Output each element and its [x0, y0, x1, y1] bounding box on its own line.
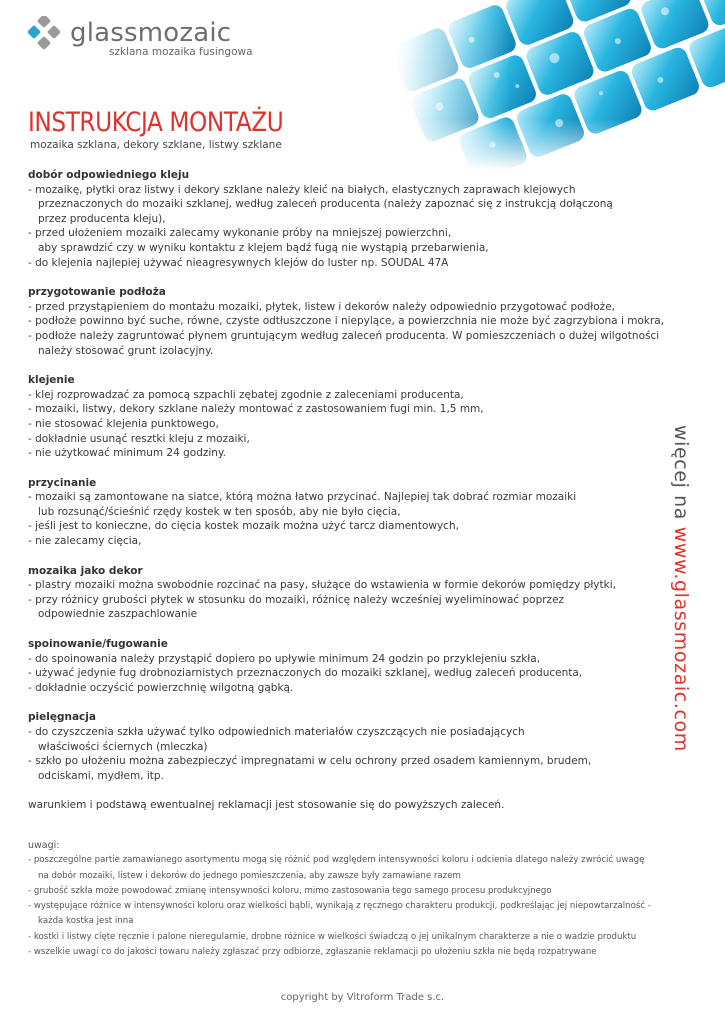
section-heading: pielęgnacja: [28, 711, 96, 724]
note-line: - poszczególne partie zamawianego asortymentu mogą się różnić pod względem intensywności koloru i odcienia dlatego należy zwrócić uwagę: [28, 855, 645, 866]
notes-block: [28, 838, 678, 960]
logo-wordmark: glassmozaic: [70, 18, 232, 48]
section-heading: spoinowanie/fugowanie: [28, 638, 168, 651]
section-line: odciskami, mydłem, itp.: [38, 769, 164, 782]
note-line: każda kostka jest inna: [38, 916, 134, 927]
section-care: [28, 710, 653, 783]
closing-statement: warunkiem i podstawą ewentualnej reklamacji jest stosowanie się do powyższych zaleceń.: [28, 799, 505, 812]
section-line: przez producenta kleju),: [38, 212, 166, 225]
section-heading: klejenie: [28, 374, 75, 387]
note-line: na dobór mozaiki, listew i dekorów do jednego pomieszczenia, aby zawsze były zamawiane razem: [38, 870, 461, 881]
section-line: - przed przystąpieniem do montażu mozaiki, płytek, listew i dekorów należy odpowiednio przygotować podłoże,: [28, 300, 615, 313]
section-grouting: [28, 637, 653, 695]
section-line: - nie użytkować minimum 24 godziny.: [28, 447, 227, 460]
section-heading: przycinanie: [28, 476, 97, 489]
section-heading: mozaika jako dekor: [28, 564, 143, 577]
section-line: - do klejenia najlepiej używać nieagresywnych klejów do luster np. SOUDAL 47A: [28, 256, 449, 269]
section-line: przeznaczonych do mozaiki szklanej, według zaleceń producenta (należy zapoznać się z instrukcją dołączoną: [38, 198, 613, 211]
section-line: właściwości ściernych (mleczka): [38, 740, 208, 753]
section-heading: przygotowanie podłoża: [28, 286, 166, 299]
logo: [28, 16, 288, 61]
website-domain[interactable]: www.glassmozaic.com: [670, 526, 692, 752]
note-line: - wszelkie uwagi co do jakości towaru należy zgłaszać przy odbiorze, zgłaszanie reklamacji po ułożeniu szkła nie będą rozpatrywane: [28, 947, 597, 958]
section-decor: [28, 564, 653, 622]
website-link[interactable]: [670, 425, 692, 752]
copyright: copyright by Vitroform Trade s.c.: [280, 992, 445, 1003]
section-gluing: [28, 373, 653, 461]
section-heading: dobór odpowiedniego kleju: [28, 169, 190, 181]
section-line: - dokładnie oczyścić powierzchnię wilgotną gąbką.: [28, 681, 294, 694]
section-line: - do spoinowania należy przystąpić dopiero po upływie minimum 24 godzin po przyklejeniu szkła,: [28, 652, 541, 665]
instructions-body: [28, 168, 665, 813]
section-line: - przed ułożeniem mozaiki zalecamy wykonanie próby na mniejszej powierzchni,: [28, 227, 452, 240]
section-line: - podłoże należy zagruntować płynem gruntującym według zaleceń producenta. W pomieszczeniach o dużej wilgotności: [28, 329, 660, 342]
section-line: lub rozsunąć/ścieśnić rzędy kostek w ten sposób, aby nie było cięcia,: [38, 505, 401, 518]
logo-mark-icon: [28, 16, 62, 50]
section-line: odpowiednie zaszpachlowanie: [38, 608, 198, 621]
page-title: INSTRUKCJA MONTAŻU: [28, 107, 284, 138]
section-cutting: [28, 476, 653, 549]
section-adhesive: [28, 168, 653, 270]
note-line: - grubość szkła może powodować zmianę intensywności koloru, mimo zastosowania tego samego procesu produkcyjnego: [28, 885, 552, 896]
note-line: - występujące różnice w intensywności koloru oraz wielkości bąbli, wynikają z ręcznego charakteru produkcji, podkreślając jej niepowtarzalność -: [28, 901, 651, 912]
section-line: - dokładnie usunąć resztki kleju z mozaiki,: [28, 432, 250, 445]
section-line: - mozaiki są zamontowane na siatce, którą można łatwo przycinać. Najlepiej tak dobrać rozmiar mozaiki: [28, 491, 577, 504]
logo-tagline: szklana mozaika fusingowa: [109, 46, 253, 58]
note-line: - kostki i listwy cięte ręcznie i palone nieregularnie, drobne różnice w wielkości świadczą o jej unikalnym charakterze a nie o wadzie produktu: [28, 931, 637, 942]
section-line: - do czyszczenia szkła używać tylko odpowiednich materiałów czyszczących nie posiadających: [28, 726, 525, 738]
section-line: - przy różnicy grubości płytek w stosunku do mozaiki, różnicę należy wcześniej wyeliminować poprzez: [28, 593, 565, 606]
section-line: - używać jedynie fug drobnoziarnistych przeznaczonych do mozaiki szklanej, według zaleceń producenta,: [28, 667, 583, 680]
section-line: aby sprawdzić czy w wyniku kontaktu z klejem bądź fugą nie wystąpią przebarwienia,: [38, 241, 489, 254]
page-subtitle: mozaika szklana, dekory szklane, listwy szklane: [30, 139, 282, 151]
section-line: - klej rozprowadzać za pomocą szpachli zębatej zgodnie z zaleceniami producenta,: [28, 388, 464, 401]
website-prefix: więcej na: [670, 425, 692, 527]
glass-mosaic-photo: [395, 0, 725, 170]
section-substrate: [28, 285, 665, 358]
section-line: należy stosować grunt izolacyjny.: [38, 344, 214, 357]
section-line: - plastry mozaiki można swobodnie rozcinać na pasy, służące do wstawienia w formie dekorów pomiędzy płytki,: [28, 579, 616, 592]
section-line: - mozaikę, płytki oraz listwy i dekory szklane należy kleić na białych, elastycznych zaprawach klejowych: [28, 183, 576, 196]
section-line: - mozaiki, listwy, dekory szklane należy montować z zastosowaniem fugi min. 1,5 mm,: [28, 403, 484, 416]
section-line: - nie stosować klejenia punktowego,: [28, 417, 219, 430]
section-line: - podłoże powinno być suche, równe, czyste odtłuszczone i niepylące, a powierzchnia nie może być zagrzybiona i mokra,: [28, 315, 665, 328]
section-line: - nie zalecamy cięcia,: [28, 535, 142, 548]
section-line: - szkło po ułożeniu można zabezpieczyć impregnatami w celu ochrony przed osadem kamiennym, brudem,: [28, 755, 592, 768]
notes-heading: uwagi:: [28, 840, 60, 851]
section-line: - jeśli jest to konieczne, do cięcia kostek mozaik można użyć tarcz diamentowych,: [28, 520, 459, 533]
